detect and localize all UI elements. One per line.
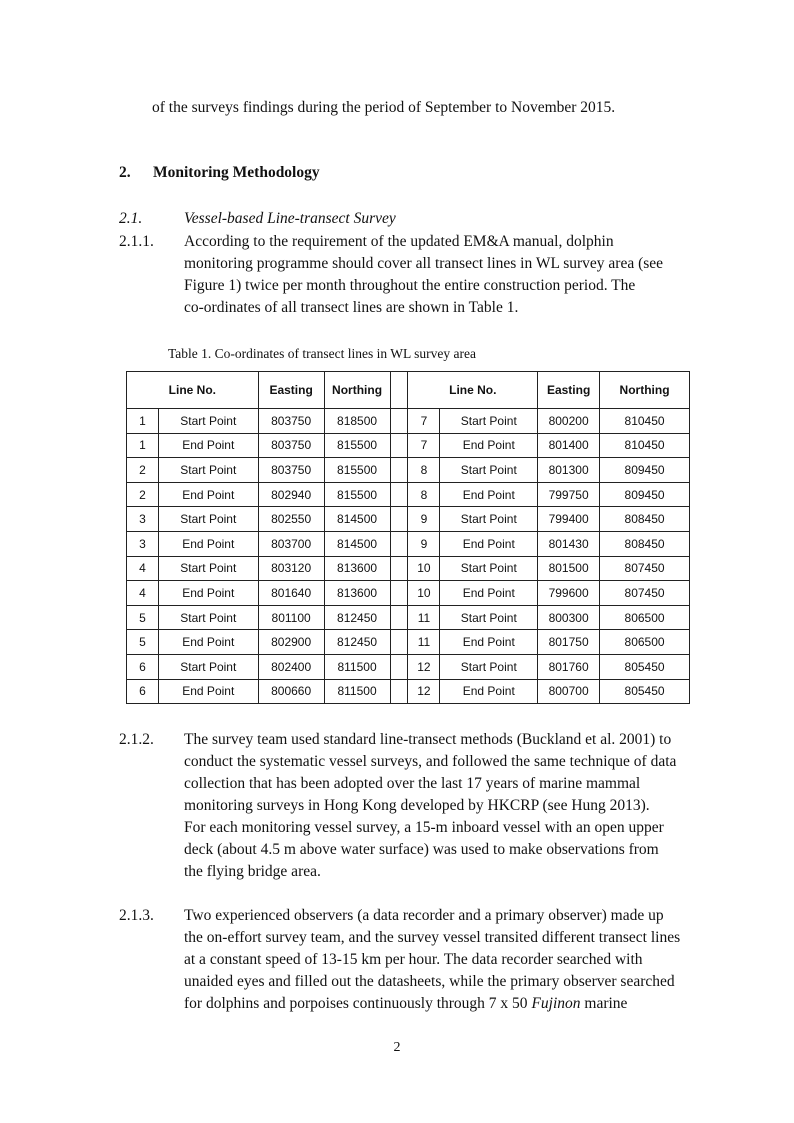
table-spacer [390,531,408,556]
table-row [127,679,690,704]
easting-value: 801500 [538,556,600,581]
paragraph-line: The survey team used standard line-transect methods (Buckland et al. 2001) to [184,731,672,748]
table-spacer [390,605,408,630]
table-spacer [390,679,408,704]
easting-value: 802400 [258,654,324,679]
easting-value: 801430 [538,531,600,556]
table-spacer [390,507,408,532]
header-northing: Northing [324,372,390,409]
line-number: 5 [127,605,159,630]
northing-value: 806500 [600,605,690,630]
page-number: 2 [393,1040,401,1055]
line-number: 11 [408,630,440,655]
northing-value: 814500 [324,507,390,532]
header-easting: Easting [258,372,324,409]
line-number: 5 [127,630,159,655]
paragraph-line: deck (about 4.5 m above water surface) was used to make observations from [184,841,659,858]
table-spacer [390,409,408,434]
point-label: Start Point [440,507,538,532]
easting-value: 801300 [538,458,600,483]
table-row [127,581,690,606]
table-caption: Table 1. Co-ordinates of transect lines in WL survey area [168,346,476,361]
easting-value: 800700 [538,679,600,704]
line-number: 6 [127,654,159,679]
easting-value: 802940 [258,482,324,507]
easting-value: 801100 [258,605,324,630]
line-number: 2 [127,458,159,483]
point-label: End Point [440,433,538,458]
point-label: End Point [158,630,258,655]
line-number: 12 [408,679,440,704]
northing-value: 815500 [324,458,390,483]
northing-value: 808450 [600,507,690,532]
paragraph-line: conduct the systematic vessel surveys, and followed the same technique of data [184,753,677,770]
line-number: 10 [408,556,440,581]
paragraph-line: the on-effort survey team, and the survey vessel transited different transect lines [184,929,681,946]
table-row [127,433,690,458]
line-number: 6 [127,679,159,704]
paragraph-line: the flying bridge area. [184,863,321,880]
point-label: Start Point [440,654,538,679]
paragraph-line: monitoring programme should cover all transect lines in WL survey area (see [184,255,664,272]
table-row [127,531,690,556]
paragraph-line: collection that has been adopted over the last 17 years of marine mammal [184,775,641,792]
easting-value: 799750 [538,482,600,507]
northing-value: 818500 [324,409,390,434]
point-label: Start Point [158,654,258,679]
line-number: 8 [408,458,440,483]
line-number: 9 [408,531,440,556]
paragraph-2-1-3 [184,905,704,1015]
easting-value: 803120 [258,556,324,581]
table-row [127,507,690,532]
easting-value: 799400 [538,507,600,532]
northing-value: 807450 [600,556,690,581]
northing-value: 810450 [600,433,690,458]
header-easting: Easting [538,372,600,409]
point-label: End Point [158,482,258,507]
northing-value: 813600 [324,581,390,606]
line-number: 3 [127,531,159,556]
northing-value: 808450 [600,531,690,556]
paragraph-italic-text: Fujinon [531,995,581,1012]
easting-value: 801640 [258,581,324,606]
point-label: End Point [158,531,258,556]
northing-value: 811500 [324,679,390,704]
point-label: Start Point [158,605,258,630]
paragraph-line: monitoring surveys in Hong Kong developed by HKCRP (see Hung 2013). [184,797,650,814]
header-line-no: Line No. [127,372,259,409]
northing-value: 812450 [324,605,390,630]
table-body [127,409,690,704]
northing-value: 805450 [600,654,690,679]
paragraph-line: Two experienced observers (a data recorder and a primary observer) made up [184,907,664,924]
header-northing: Northing [600,372,690,409]
easting-value: 801400 [538,433,600,458]
intro-text: of the surveys findings during the period of September to November 2015. [152,99,616,116]
point-label: Start Point [158,556,258,581]
easting-value: 803700 [258,531,324,556]
point-label: End Point [440,679,538,704]
point-label: End Point [158,581,258,606]
paragraph-number: 2.1.1. [119,233,154,250]
point-label: Start Point [440,458,538,483]
point-label: Start Point [158,507,258,532]
northing-value: 814500 [324,531,390,556]
subsection-heading [119,210,396,228]
northing-value: 812450 [324,630,390,655]
table-row [127,605,690,630]
line-number: 12 [408,654,440,679]
northing-value: 813600 [324,556,390,581]
section-number: 2. [119,164,131,181]
table-spacer [390,482,408,507]
line-number: 3 [127,507,159,532]
easting-value: 800300 [538,605,600,630]
line-number: 11 [408,605,440,630]
line-number: 9 [408,507,440,532]
subsection-title: Vessel-based Line-transect Survey [184,210,396,227]
line-number: 10 [408,581,440,606]
easting-value: 803750 [258,433,324,458]
northing-value: 805450 [600,679,690,704]
point-label: End Point [440,531,538,556]
table-row [127,458,690,483]
point-label: End Point [440,581,538,606]
paragraph-2-1-2 [184,729,704,883]
point-label: Start Point [440,605,538,630]
table-spacer [390,458,408,483]
paragraph-line: co-ordinates of all transect lines are shown in Table 1. [184,299,519,316]
point-label: Start Point [440,409,538,434]
northing-value: 815500 [324,433,390,458]
point-label: End Point [158,679,258,704]
paragraph-text: marine [580,995,628,1012]
paragraph-line: unaided eyes and filled out the datasheets, while the primary observer searched [184,973,675,990]
line-number: 8 [408,482,440,507]
section-heading [119,164,320,182]
easting-value: 802550 [258,507,324,532]
point-label: End Point [158,433,258,458]
paragraph-line [184,993,704,1015]
table-spacer [390,581,408,606]
table-spacer [390,556,408,581]
paragraph-line: According to the requirement of the updated EM&A manual, dolphin [184,233,614,250]
line-number: 7 [408,433,440,458]
table-row [127,556,690,581]
easting-value: 800660 [258,679,324,704]
northing-value: 810450 [600,409,690,434]
northing-value: 806500 [600,630,690,655]
paragraph-number: 2.1.2. [119,731,154,748]
line-number: 4 [127,581,159,606]
easting-value: 802900 [258,630,324,655]
table-spacer [390,433,408,458]
easting-value: 803750 [258,409,324,434]
table-row [127,482,690,507]
easting-value: 801750 [538,630,600,655]
point-label: Start Point [158,409,258,434]
paragraph-number: 2.1.3. [119,907,154,924]
table-row [127,630,690,655]
table-spacer [390,654,408,679]
point-label: Start Point [158,458,258,483]
line-number: 1 [127,433,159,458]
paragraph-text: for dolphins and porpoises continuously through 7 x 50 [184,995,532,1012]
easting-value: 801760 [538,654,600,679]
northing-value: 811500 [324,654,390,679]
point-label: End Point [440,482,538,507]
transect-coordinates-table [126,371,690,704]
northing-value: 807450 [600,581,690,606]
paragraph-line: Figure 1) twice per month throughout the entire construction period. The [184,277,636,294]
easting-value: 800200 [538,409,600,434]
northing-value: 815500 [324,482,390,507]
section-title: Monitoring Methodology [153,164,320,181]
easting-value: 799600 [538,581,600,606]
table-row [127,409,690,434]
northing-value: 809450 [600,458,690,483]
table-spacer [390,630,408,655]
line-number: 7 [408,409,440,434]
point-label: Start Point [440,556,538,581]
table-row [127,654,690,679]
paragraph-line: For each monitoring vessel survey, a 15-m inboard vessel with an open upper [184,819,664,836]
line-number: 1 [127,409,159,434]
table-header-row [127,372,690,409]
line-number: 4 [127,556,159,581]
paragraph-line: at a constant speed of 13-15 km per hour. The data recorder searched with [184,951,643,968]
easting-value: 803750 [258,458,324,483]
point-label: End Point [440,630,538,655]
header-line-no: Line No. [408,372,538,409]
northing-value: 809450 [600,482,690,507]
paragraph-2-1-1 [184,231,704,319]
subsection-number: 2.1. [119,210,143,227]
table-spacer [390,372,408,409]
line-number: 2 [127,482,159,507]
